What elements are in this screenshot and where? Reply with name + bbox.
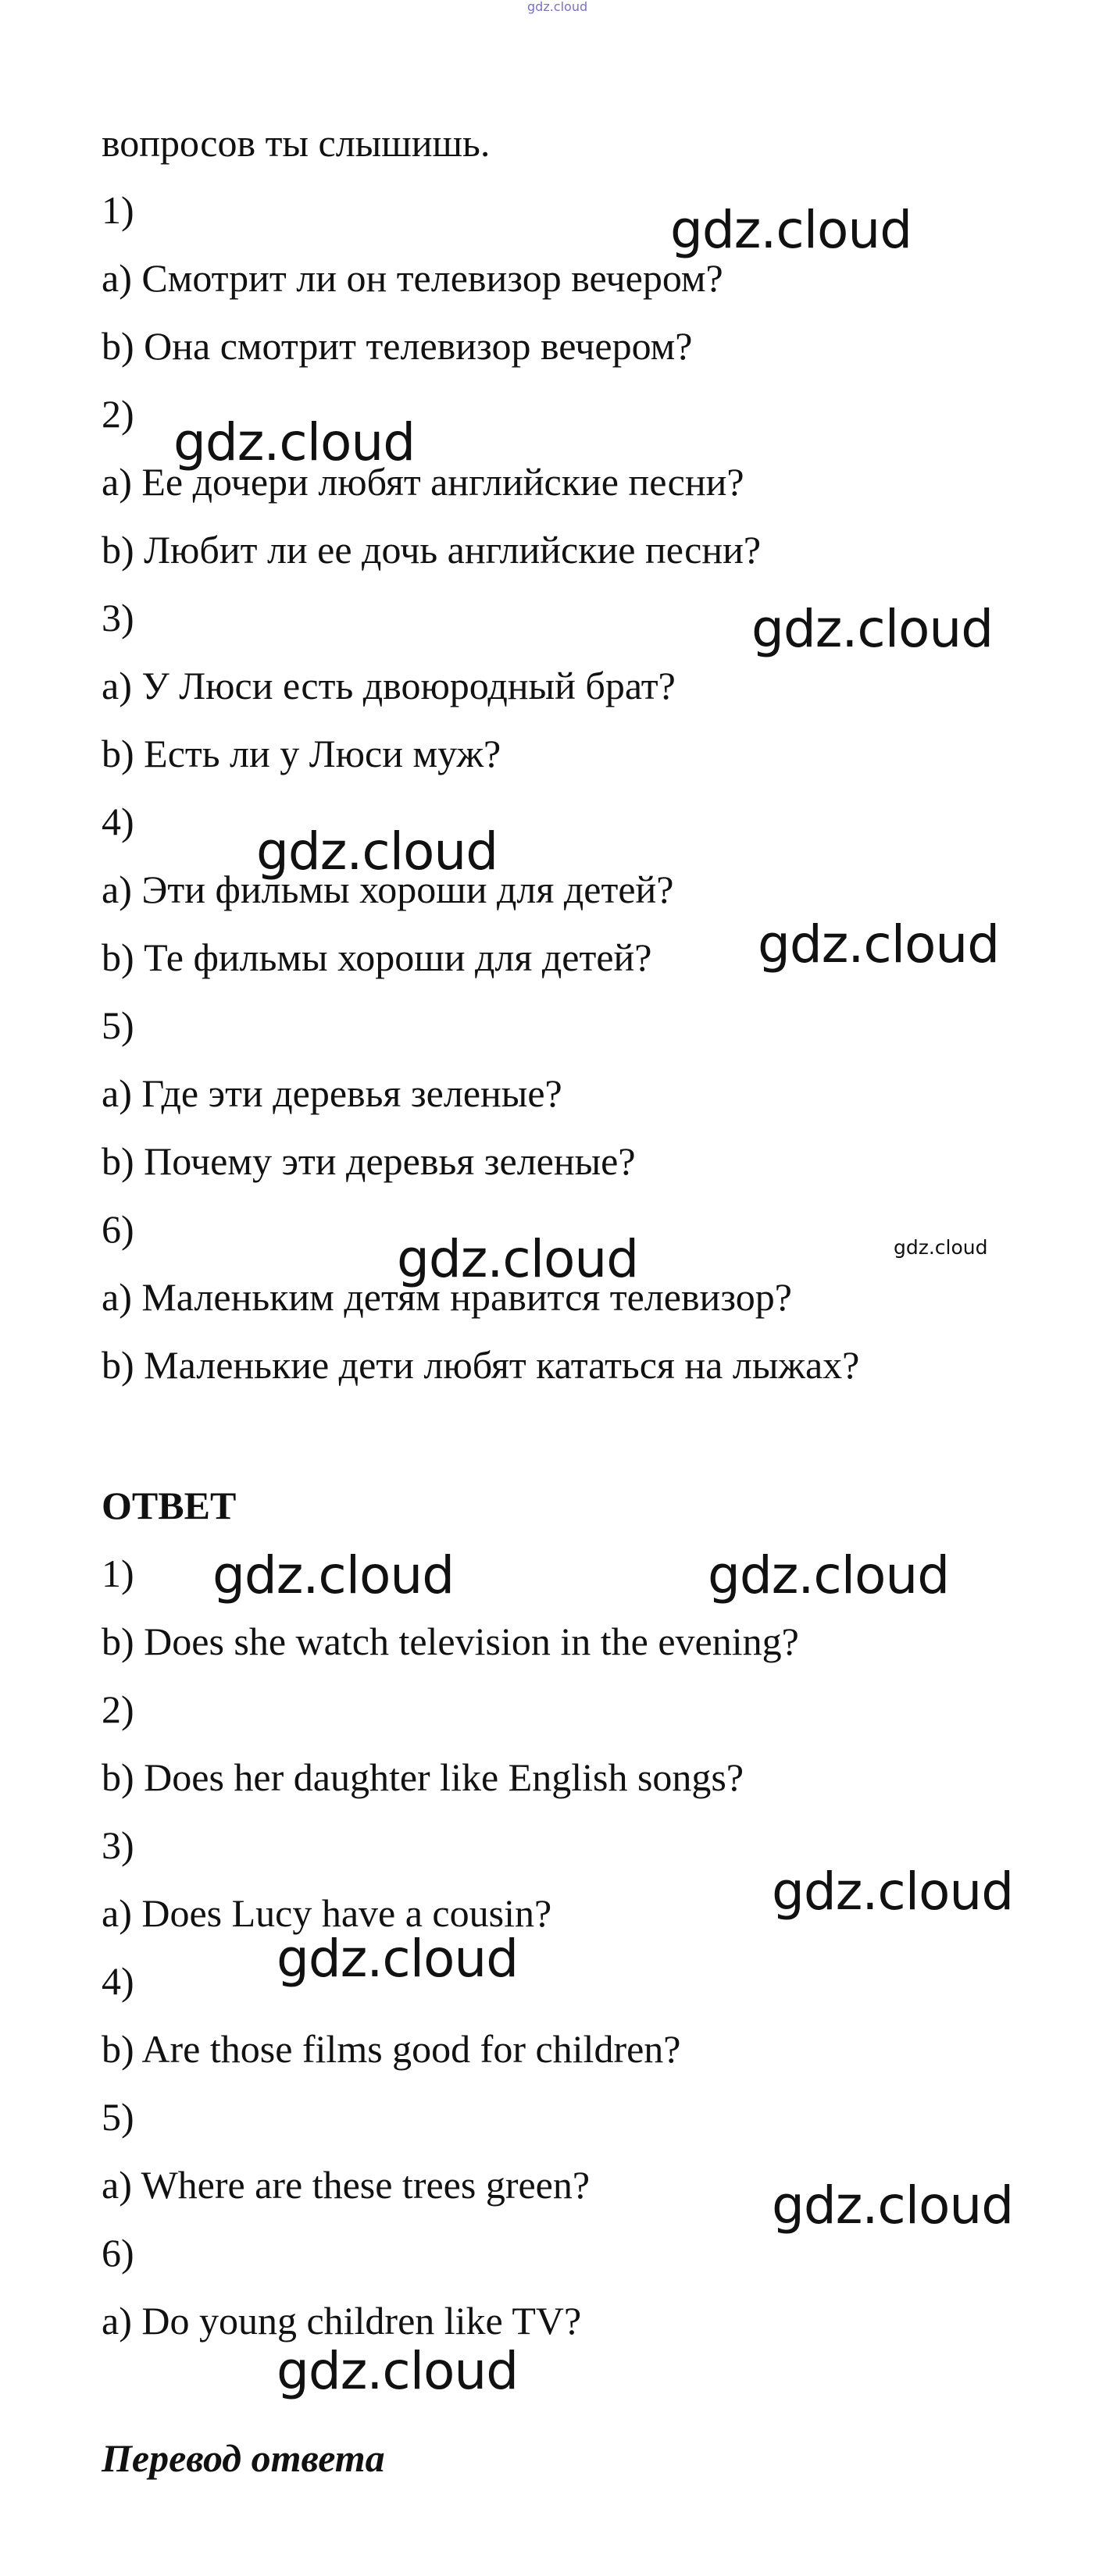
item-number: 4) xyxy=(102,800,134,843)
item-number: 2) xyxy=(102,392,134,436)
text-line: a) Эти фильмы хороши для детей? xyxy=(102,868,674,911)
text-line: a) Смотрит ли он телевизор вечером? xyxy=(102,256,723,300)
text-line: b) Есть ли у Люси муж? xyxy=(102,732,501,775)
watermark: gdz.cloud xyxy=(212,1545,455,1605)
text-line: a) Where are these trees green? xyxy=(102,2163,591,2207)
item-number: 5) xyxy=(102,2095,134,2139)
item-number: 5) xyxy=(102,1003,134,1047)
watermark: gdz.cloud xyxy=(708,1545,950,1605)
text-line: b) Are those films good for children? xyxy=(102,2027,681,2071)
watermark: gdz.cloud xyxy=(772,1862,1014,1922)
translation-heading: Перевод ответа xyxy=(102,2436,385,2480)
text-line: b) Те фильмы хороши для детей? xyxy=(102,935,652,979)
item-number: 3) xyxy=(102,1823,134,1867)
text-line: b) Does her daughter like English songs? xyxy=(102,1755,744,1799)
top-watermark: gdz.cloud xyxy=(527,0,588,14)
item-number: 6) xyxy=(102,1207,134,1251)
watermark: gdz.cloud xyxy=(277,1929,519,1989)
watermark: gdz.cloud xyxy=(277,2341,519,2401)
watermark: gdz.cloud xyxy=(751,599,994,659)
item-number: 4) xyxy=(102,1959,134,2003)
item-number: 1) xyxy=(102,188,134,232)
text-line: b) Она смотрит телевизор вечером? xyxy=(102,324,693,368)
item-number: 6) xyxy=(102,2231,134,2275)
item-number: 3) xyxy=(102,596,134,640)
text-line: b) Почему эти деревья зеленые? xyxy=(102,1139,636,1183)
text-line: a) Маленьким детям нравится телевизор? xyxy=(102,1275,792,1319)
item-number: 1) xyxy=(102,1552,134,1595)
answer-heading: ОТВЕТ xyxy=(102,1484,237,1527)
watermark: gdz.cloud xyxy=(173,412,416,472)
watermark: gdz.cloud xyxy=(670,200,912,260)
text-line: b) Does she watch television in the evening? xyxy=(102,1619,799,1663)
text-line: a) У Люси есть двоюродный брат? xyxy=(102,664,676,707)
text-line: a) Ее дочери любят английские песни? xyxy=(102,460,744,504)
text-line: a) Does Lucy have a cousin? xyxy=(102,1891,552,1935)
watermark: gdz.cloud xyxy=(397,1229,639,1289)
text-line: b) Маленькие дети любят кататься на лыжах? xyxy=(102,1343,860,1387)
watermark: gdz.cloud xyxy=(256,821,498,882)
text-line: a) Где эти деревья зеленые? xyxy=(102,1071,562,1115)
item-number: 2) xyxy=(102,1687,134,1731)
text-line: вопросов ты слышишь. xyxy=(102,121,491,165)
small-watermark: gdz.cloud xyxy=(894,1236,988,1259)
watermark: gdz.cloud xyxy=(758,914,1000,974)
text-line: a) Do young children like TV? xyxy=(102,2299,582,2343)
watermark: gdz.cloud xyxy=(772,2175,1014,2236)
text-line: b) Любит ли ее дочь английские песни? xyxy=(102,528,762,572)
